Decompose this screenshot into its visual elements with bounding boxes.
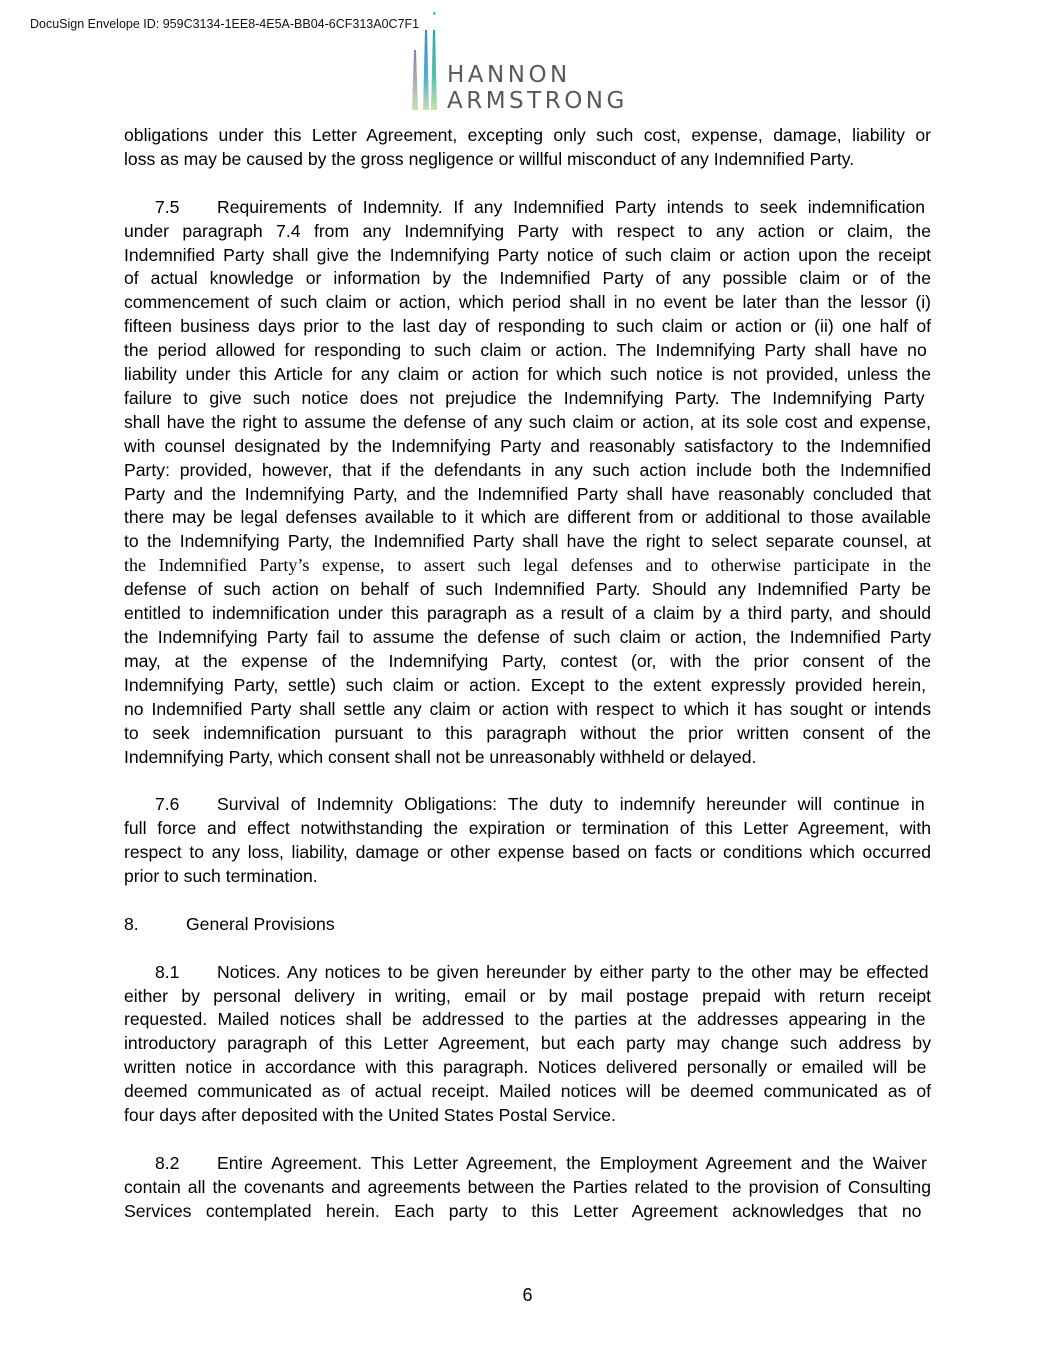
text-line: defense of such action on behalf of such Indemnified Party. Should any Indemnified Party be [124, 579, 931, 600]
page-number: 6 [522, 1285, 533, 1305]
text-line: Survival of Indemnity Obligations: The duty to indemnify hereunder will continue in [217, 794, 925, 815]
section-7-6 [124, 793, 931, 889]
text-line: fifteen business days prior to the last day of responding to such claim or action or (ii) one half of [124, 316, 931, 337]
text-line: of actual knowledge or information by the Indemnified Party of any possible claim or of the [124, 268, 931, 289]
text-line: to the Indemnifying Party, the Indemnified Party shall have the right to select separate counsel, at [124, 531, 931, 552]
text-line: may, at the expense of the Indemnifying Party, contest (or, with the prior consent of the [124, 650, 931, 671]
section-8-2 [124, 1152, 931, 1224]
text-line: contain all the covenants and agreements between the Parties related to the provision of Consulting [124, 1176, 931, 1197]
section-7-5 [124, 196, 931, 770]
text-line: full force and effect notwithstanding the expiration or termination of this Letter Agreement, with [124, 818, 931, 839]
text-line: no Indemnified Party shall settle any claim or action with respect to which it has sought or intends [124, 698, 931, 719]
text-line: Indemnified Party shall give the Indemnifying Party notice of such claim or action upon the receipt [124, 244, 931, 265]
text-line: to seek indemnification pursuant to this paragraph without the prior written consent of the [124, 722, 931, 743]
text-line: Party: provided, however, that if the defendants in any such action include both the Indemnified [124, 459, 931, 480]
text-line: Indemnifying Party, which consent shall not be unreasonably withheld or delayed. [124, 746, 757, 767]
section-number: 8. [124, 913, 139, 934]
text-line: obligations under this Letter Agreement, excepting only such cost, expense, damage, liability or [124, 125, 931, 145]
text-line: failure to give such notice does not prejudice the Indemnifying Party. The Indemnifying Party [124, 387, 925, 408]
text-line: Indemnifying Party, settle) such claim or action. Except to the extent expressly provided herein, [124, 674, 927, 695]
text-line: Party and the Indemnifying Party, and the Indemnified Party shall have reasonably concluded that [124, 483, 931, 504]
text-line: Requirements of Indemnity. If any Indemnified Party intends to seek indemnification [217, 196, 926, 217]
logo-text-armstrong: ARMSTRONG [447, 88, 628, 114]
docusign-envelope-id: DocuSign Envelope ID: 959C3134-1EE8-4E5A-BB04-6CF313A0C7F1 [30, 17, 420, 31]
text-line: under paragraph 7.4 from any Indemnifying Party with respect to any action or claim, the [124, 220, 931, 241]
text-line: Services contemplated herein. Each party to this Letter Agreement acknowledges that no [124, 1200, 922, 1221]
text-line: there may be legal defenses available to it which are different from or additional to those available [124, 507, 931, 528]
text-line: entitled to indemnification under this paragraph as a result of a claim by a third party, and should [124, 603, 931, 624]
section-number: 7.5 [155, 196, 180, 217]
text-line: the Indemnifying Party fail to assume the defense of such claim or action, the Indemnified Party [124, 627, 931, 648]
text-line: Notices. Any notices to be given hereunder by either party to the other may be effected [217, 961, 929, 982]
logo-text-hannon: HANNON [447, 62, 571, 88]
text-line: either by personal delivery in writing, email or by mail postage prepaid with return receipt [124, 985, 931, 1006]
text-line: introductory paragraph of this Letter Agreement, but each party may change such address by [124, 1033, 931, 1054]
text-line: shall have the right to assume the defense of any such claim or action, at its sole cost and expense, [124, 411, 931, 432]
document-body [124, 124, 931, 1248]
text-line: written notice in accordance with this paragraph. Notices delivered personally or emailed will be [124, 1057, 927, 1078]
text-line: Entire Agreement. This Letter Agreement, the Employment Agreement and the Waiver [217, 1152, 927, 1173]
text-line: commencement of such claim or action, which period shall in no event be later than the lessor (i) [124, 292, 931, 313]
text-line: loss as may be caused by the gross negligence or willful misconduct of any Indemnified Party. [124, 148, 855, 169]
text-line: with counsel designated by the Indemnifying Party and reasonably satisfactory to the Indemnified [124, 435, 931, 456]
section-8-1 [124, 961, 931, 1128]
text-line: liability under this Article for any claim or action for which such notice is not provided, unless the [124, 364, 931, 385]
section-number: 8.2 [155, 1152, 180, 1173]
section-number: 8.1 [155, 961, 180, 982]
section-number: 7.6 [155, 794, 180, 815]
text-line: respect to any loss, liability, damage or other expense based on facts or conditions which occurred [124, 842, 931, 863]
section-title: General Provisions [186, 913, 335, 934]
text-line: the period allowed for responding to such claim or action. The Indemnifying Party shall have no [124, 340, 927, 361]
text-line: deemed communicated as of actual receipt. Mailed notices will be deemed communicated as of [124, 1081, 931, 1102]
intro-paragraph [124, 124, 931, 172]
section-8-heading [124, 913, 931, 937]
text-line: four days after deposited with the United States Postal Service. [124, 1105, 616, 1126]
text-line: prior to such termination. [124, 866, 318, 887]
text-line: requested. Mailed notices shall be addressed to the parties at the addresses appearing in the [124, 1009, 926, 1030]
text-line-serif: the Indemnified Party’s expense, to assert such legal defenses and to otherwise participate in the [124, 555, 931, 576]
